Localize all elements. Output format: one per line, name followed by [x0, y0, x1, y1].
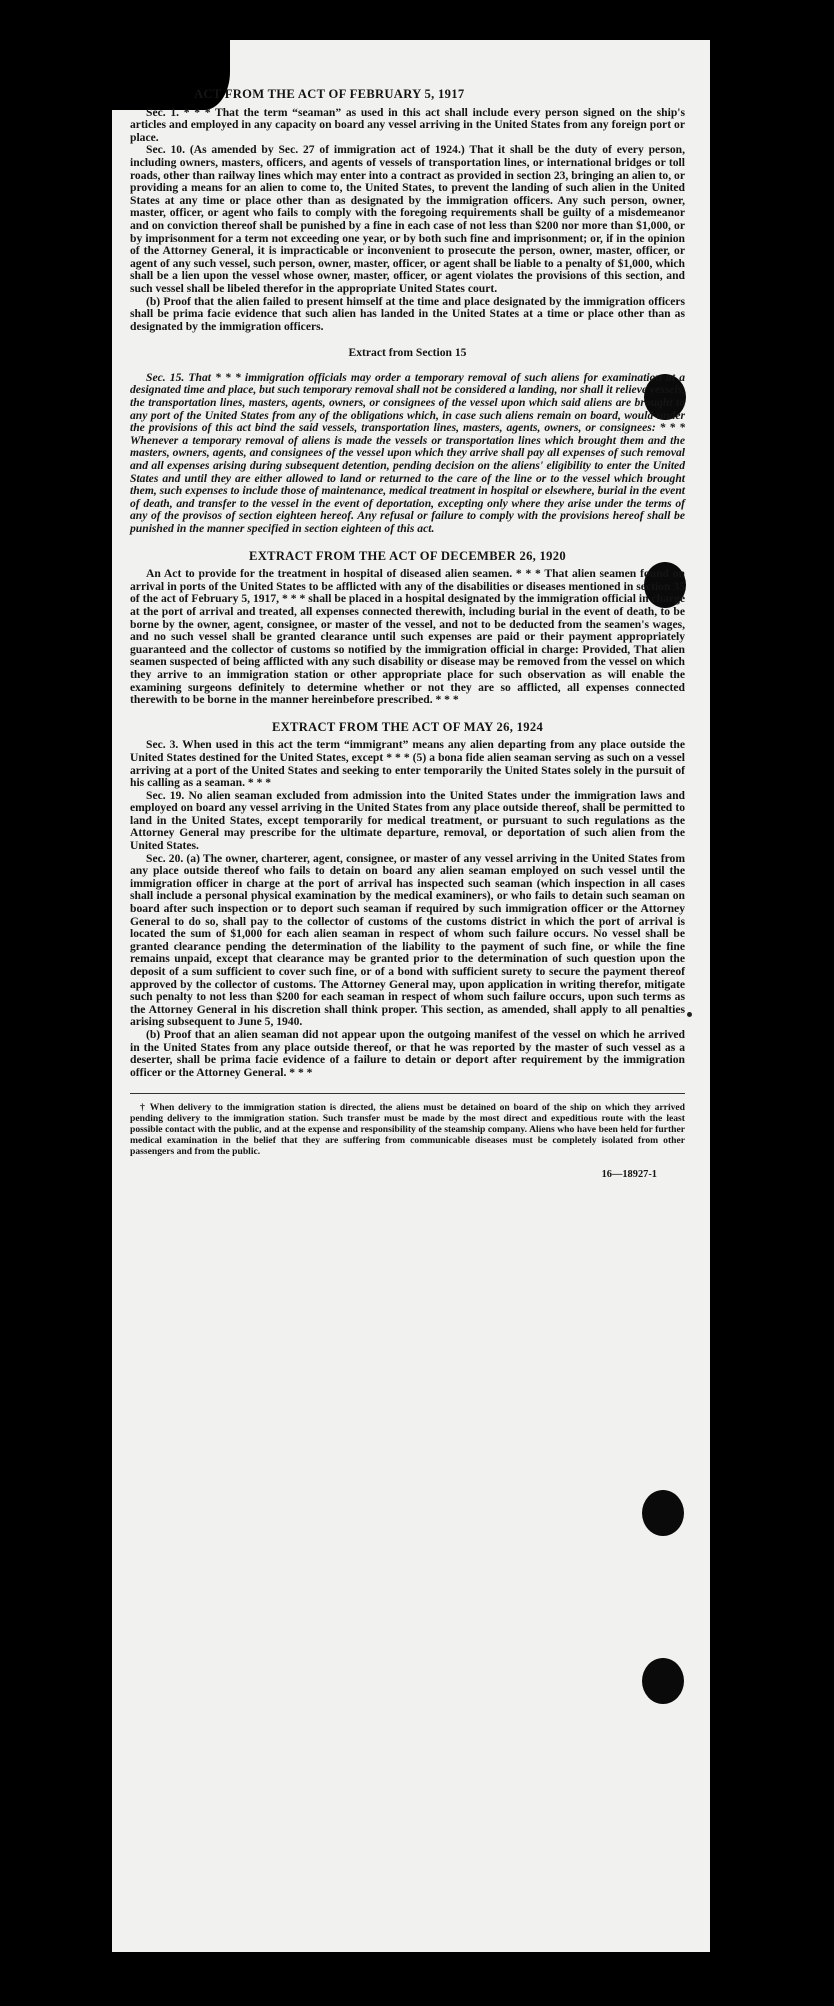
heading-act-1920: EXTRACT FROM THE ACT OF DECEMBER 26, 1920 — [249, 548, 566, 563]
paragraph-sec-20a: Sec. 20. (a) The owner, charterer, agent, consignee, or master of any vessel arriving in the United States from any place outside thereof who fails to detain on board any alien seaman employed on such vessel until the immigration officer in charge at the port of arrival has inspected such seaman (which inspection in all cases shall include a personal physical examination by the medical examiners), or who fails to detain such seaman on board after such inspection or to deport such seaman if required by such immigration officer or the Attorney General to do so, shall pay to the collector of customs of the customs district in which the port of arrival is located the sum of $1,000 for each alien seaman in respect of whom such failure occurs. No vessel shall be granted clearance pending the determination of the liability to the payment of such fine, or while the fine remains unpaid, except that clearance may be granted prior to the determination of such question upon the deposit of a sum sufficient to cover such fine, or of a bond with sufficient surety to secure the payment thereof approved by the collector of customs. The Attorney General may, upon application in writing therefor, mitigate such penalty to not less than $200 for each seaman in respect of whom such failure occurs, upon such terms as the Attorney General in his discretion shall think proper. This section, as amended, shall apply to all penalties arising subsequent to June 5, 1940. — [130, 851, 685, 1029]
punch-hole — [642, 1490, 684, 1536]
paragraph-sec-3: Sec. 3. When used in this act the term “immigrant” means any alien departing from any place outside the United States destined for the United States, except * * * (5) a bona fide alien seaman serving as such on a vessel arriving at a port of the United States and seeking to enter temporarily the United States solely in the pursuit of his calling as a seaman. * * * — [130, 738, 685, 790]
punch-hole — [642, 1658, 684, 1704]
paragraph-sec-20b: (b) Proof that an alien seaman did not appear upon the outgoing manifest of the vessel on which he arrived in the United States from any place outside thereof, or that he was reported by the master of such vessel as a deserter, shall be prima facie evidence of a failure to detain or deport after requirement by the immigration officer or the Attorney General. * * * — [130, 1027, 685, 1079]
section-act-1917 — [130, 107, 685, 334]
document-body — [130, 88, 685, 1182]
paragraph-sec-15: Sec. 15. That * * * immigration officials may order a temporary removal of such aliens for examination at a designated time and place, but such temporary removal shall not be considered a landing, nor shall it relieve vessels, the transportation lines, masters, agents, owners, or consignees of the vessel upon which said aliens are brought to any port of the United States from any of the obligations which, in case such aliens remain on board, would under the provisions of this act bind the said vessels, transportation lines, masters, agents, owners, or consignees: * * * Whenever a temporary removal of aliens is made the vessels or transportation lines which brought them and the masters, owners, agents, and consignees of the vessel upon which they arrive shall pay all expenses of such removal and all expenses arising during subsequent detention, pending decision on the aliens' eligibility to enter the United States and until they are either allowed to land or returned to the care of the line or to the vessel which brought them, such expenses to include those of maintenance, medical treatment in hospital or elsewhere, burial in the event of death, and transfer to the vessel in the event of deportation, excepting only where they arise under the terms of any of the provisos of section eighteen hereof. Any refusal or failure to comply with the provisions hereof shall be punished in the manner specified in section eighteen of this act. — [130, 370, 685, 535]
document-page — [112, 40, 710, 1952]
section-15 — [130, 372, 685, 536]
section-act-1924 — [130, 739, 685, 1079]
heading-section-15: Extract from Section 15 — [348, 346, 467, 360]
scan-speck — [687, 1012, 692, 1017]
paragraph-sec-19: Sec. 19. No alien seaman excluded from admission into the United States under the immigration laws and employed on board any vessel arriving in the United States from any place outside thereof, shall be permitted to land in the United States, except temporarily for medical treatment, or pursuant to such regulations as the Attorney General may prescribe for the ultimate departure, removal, or deportation of such alien from the United States. — [130, 788, 685, 853]
paragraph-act-1920: An Act to provide for the treatment in hospital of diseased alien seamen. * * * That alien seamen found on arrival in ports of the United States to be afflicted with any of the disabilities or diseases mentioned in section 35 of the act of February 5, 1917, * * * shall be placed in a hospital designated by the immigration official in charge at the port of arrival and treated, all expenses connected therewith, including burial in the event of death, to be borne by the owner, agent, consignee, or master of the vessel, and not to be deducted from the seamen's wages, and no such vessel shall be granted clearance until such expenses are paid or their payment appropriately guaranteed and the collector of customs so notified by the immigration official in charge: Provided, That alien seamen suspected of being afflicted with any such disability or disease may be removed from the vessel on which they arrive to an immigration station or other appropriate place for such observation as will enable the examining surgeons definitely to determine whether or not they are so afflicted, all expenses connected therewith to be borne in the manner hereinbefore prescribed. * * * — [130, 567, 685, 707]
section-act-1920 — [130, 568, 685, 707]
footnote-text: † When delivery to the immigration station is directed, the aliens must be detained on board of the ship on which they arrived pending delivery to the immigration station. Such transfer must be made by the most direct and expeditious route with the least possible contact with the public, and at the expense and responsibility of the steamship company. Aliens who have been held for further medical examination in the belief that they are suffering from communicable diseases must be completely isolated from other passengers and from the public. — [130, 1102, 685, 1158]
form-number: 16—18927-1 — [601, 1169, 657, 1181]
paragraph-sec-1: Sec. 1. * * * That the term “seaman” as used in this act shall include every person signed on the ship's articles and employed in any capacity on board any vessel arriving in the United States from any foreign port or place. — [130, 105, 685, 144]
paragraph-sec-10: Sec. 10. (As amended by Sec. 27 of immigration act of 1924.) That it shall be the duty of every person, including owners, masters, officers, and agents of vessels of transportation lines, or international bridges or toll roads, other than railway lines which may enter into a contract as provided in section 23, bringing an alien to, or providing a means for an alien to come to, the United States, to prevent the landing of such alien in the United States at any time or place other than as designated by the immigration officers. Any such person, owner, master, officer, or agent who fails to comply with the foregoing requirements shall be guilty of a misdemeanor and on conviction thereof shall be punished by a fine in each case of not less than $200 nor more than $1,000, or by imprisonment for a term not exceeding one year, or by both such fine and imprisonment; or, if in the opinion of the Attorney General, it is impracticable or inconvenient to prosecute the person, owner, master, officer, or agent of any such vessel, such person, owner, master, officer, or agent shall be liable to a penalty of $1,000, which shall be a lien upon the vessel whose owner, master, officer, or agent violates the provisions of this section, and such vessel shall be libeled therefor in the appropriate United States court. — [130, 143, 685, 295]
heading-act-1917: ACT FROM THE ACT OF FEBRUARY 5, 1917 — [194, 87, 465, 101]
heading-act-1924: EXTRACT FROM THE ACT OF MAY 26, 1924 — [271, 719, 544, 734]
paragraph-sec-10b: (b) Proof that the alien failed to present himself at the time and place designated by the immigration officers shall be prima facie evidence that such alien has landed in the United States at a time or place other than as designated by the immigration officers. — [130, 294, 685, 333]
footnote — [130, 1093, 685, 1157]
